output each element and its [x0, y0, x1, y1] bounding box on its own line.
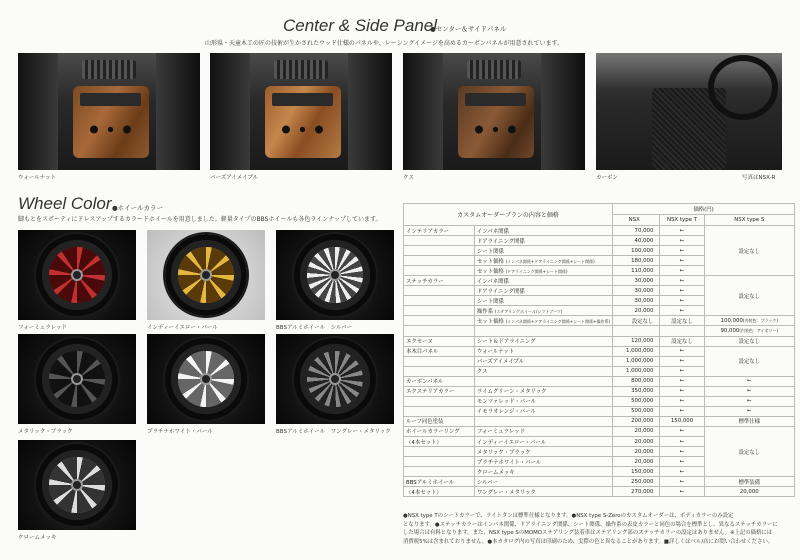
footnotes — [403, 512, 795, 546]
table-title: カスタムオーダープランの内容と価格 — [404, 204, 613, 226]
caption-kusu: クス — [403, 175, 414, 181]
wheel-photo-black — [18, 334, 136, 424]
table-row: 90,000(内装色：アイボリー) — [404, 326, 795, 336]
table-row: （4本セット） インディーイエロー・パール 20,000 ← — [404, 436, 795, 446]
table-row: シート関係 30,000 ← — [404, 296, 795, 306]
table-row: BBSアルミホイール シルバー 250,000 ← 標準装備 — [404, 477, 795, 487]
table-row: ホイールカラーリング フォーミュラレッド 20,000 ← 設定なし — [404, 426, 795, 436]
table-row: 操作系 (ステアリングホイール/シフトブーツ) 20,000 ← — [404, 306, 795, 316]
footnote-line: となります。●ステッチカラーはインパネ関係、ドアライニング関係、シート関係、操作系の表皮カラーと同色の場合を標準とし、異なるステッチカラーに — [403, 521, 778, 528]
panel-description: 山形県・天童木工の匠の技術が生かされたウッド仕様のパネルや、レーシングイメージを高めるカーボンパネルが用意されています。 — [205, 40, 563, 47]
table-row: エクステリアカラー ライムグリーン・メタリック 350,000 ← ← — [404, 386, 795, 396]
wheel-description: 脚もとをスポーティにドレスアップするカラードホイールを用意しました。軽量タイプのBBSホイールも各色ラインナップしています。 — [18, 216, 382, 223]
wheel-photo-yellow — [147, 230, 265, 320]
caption-birdseye: バーズアイメイプル — [210, 175, 259, 181]
section-title-wheel: Wheel Color — [18, 194, 112, 213]
caption-wheel-white: プラチナホワイト・パール — [147, 429, 213, 435]
footnote-line: した場合は有料となります。また、NSX type SのMOMOステアリング装着車はステアリング部のステッチカラーの設定はありません。※上記の価格には — [403, 530, 773, 537]
price-header: 価格(円) — [613, 204, 795, 215]
price-table — [403, 203, 795, 497]
wheel-photo-bbs-silver — [276, 230, 394, 320]
wheel-photo-red — [18, 230, 136, 320]
wheel-photo-bbs-gunmetal — [276, 334, 394, 424]
table-row: カーボンパネル 800,000 ← ← — [404, 376, 795, 386]
footnote-line: 消費税5%は含まれておりません。●本カタログ内の写真は印刷のため、実際の色と異なることがあります。■詳しくはベル/店にお問い合わせください。 — [403, 538, 774, 545]
caption-photo-note: 写真はNSX-R — [742, 175, 776, 181]
table-row: クス 1,000,000 ← — [404, 366, 795, 376]
caption-wheel-chrome: クロームメッキ — [18, 535, 57, 541]
col-type-t: NSX type T — [660, 215, 704, 226]
table-row: プラチナホワイト・パール 20,000 ← — [404, 457, 795, 467]
section-subtitle-wheel: ●ホイールカラー — [112, 204, 164, 212]
wheel-photo-white — [147, 334, 265, 424]
table-row: クロームメッキ 150,000 ← — [404, 467, 795, 477]
table-row: ステッチカラー インパネ関係 30,000 ← 設定なし — [404, 276, 795, 286]
panel-photo-carbon — [596, 53, 782, 170]
caption-carbon: カーボン — [596, 175, 619, 181]
panel-photo-kusu — [403, 53, 585, 170]
section-subtitle-panel: ●センター＆サイドパネル — [430, 25, 507, 33]
table-row: （4本セット） ワングレー・メタリック 270,000 ← 20,000 — [404, 487, 795, 497]
table-row: モンツァレッド・パール 500,000 ← ← — [404, 396, 795, 406]
col-type-s: NSX type S — [704, 215, 794, 226]
table-row: メタリック・ブラック 20,000 ← — [404, 447, 795, 457]
panel-photo-walnut — [18, 53, 200, 170]
table-row: セット価格 (ドアライニング関係+シート関係) 110,000 ← — [404, 266, 795, 276]
caption-walnut: ウォールナット — [18, 175, 57, 181]
caption-wheel-black: メタリック・ブラック — [18, 429, 73, 435]
caption-wheel-red: フォーミュラレッド — [18, 325, 68, 331]
table-row: イモラオレンジ・パール 500,000 ← ← — [404, 406, 795, 416]
section-title-panel: Center & Side Panel — [283, 16, 438, 35]
caption-wheel-bbs-gunmetal: BBSアルミホイール ワングレー・メタリック — [276, 429, 391, 435]
table-row: ドアライニング関係 40,000 ← — [404, 236, 795, 246]
col-nsx: NSX — [613, 215, 660, 226]
wheel-photo-chrome — [18, 440, 136, 530]
footnote-line: ●NSX type Tのシートカラーで、ライトタンは標準仕様となります。●NSX type S-Zeroのカスタムオーダーは、ボディカラーのみ設定 — [403, 513, 734, 519]
table-row: エクセーヌ シート＆ドアライニング 120,000 設定なし 設定なし — [404, 336, 795, 346]
table-row: ドアライニング関係 30,000 ← — [404, 286, 795, 296]
table-row: セット価格 (インパネ関係+ドアライニング関係+シート関係+操作系) 設定なし 設定なし 100,000(内装色：ブラック) — [404, 316, 795, 326]
table-row: インテリアカラー インパネ関係 70,000 ← 設定なし — [404, 226, 795, 236]
caption-wheel-bbs-silver: BBSアルミホイール シルバー — [276, 325, 353, 331]
panel-photo-birdseye — [210, 53, 392, 170]
table-row: ルーフ同色塗装 200,000 150,000 標準仕様 — [404, 416, 795, 426]
table-row: シート関係 100,000 ← — [404, 246, 795, 256]
table-row: バーズアイメイプル 1,000,000 ← — [404, 356, 795, 366]
caption-wheel-yellow: インディーイエロー・パール — [147, 325, 218, 331]
table-row: 本木目パネル ウォールナット 1,000,000 ← 設定なし — [404, 346, 795, 356]
table-row: セット価格 (インパネ関係+ドアライニング関係+シート関係) 180,000 ← — [404, 256, 795, 266]
